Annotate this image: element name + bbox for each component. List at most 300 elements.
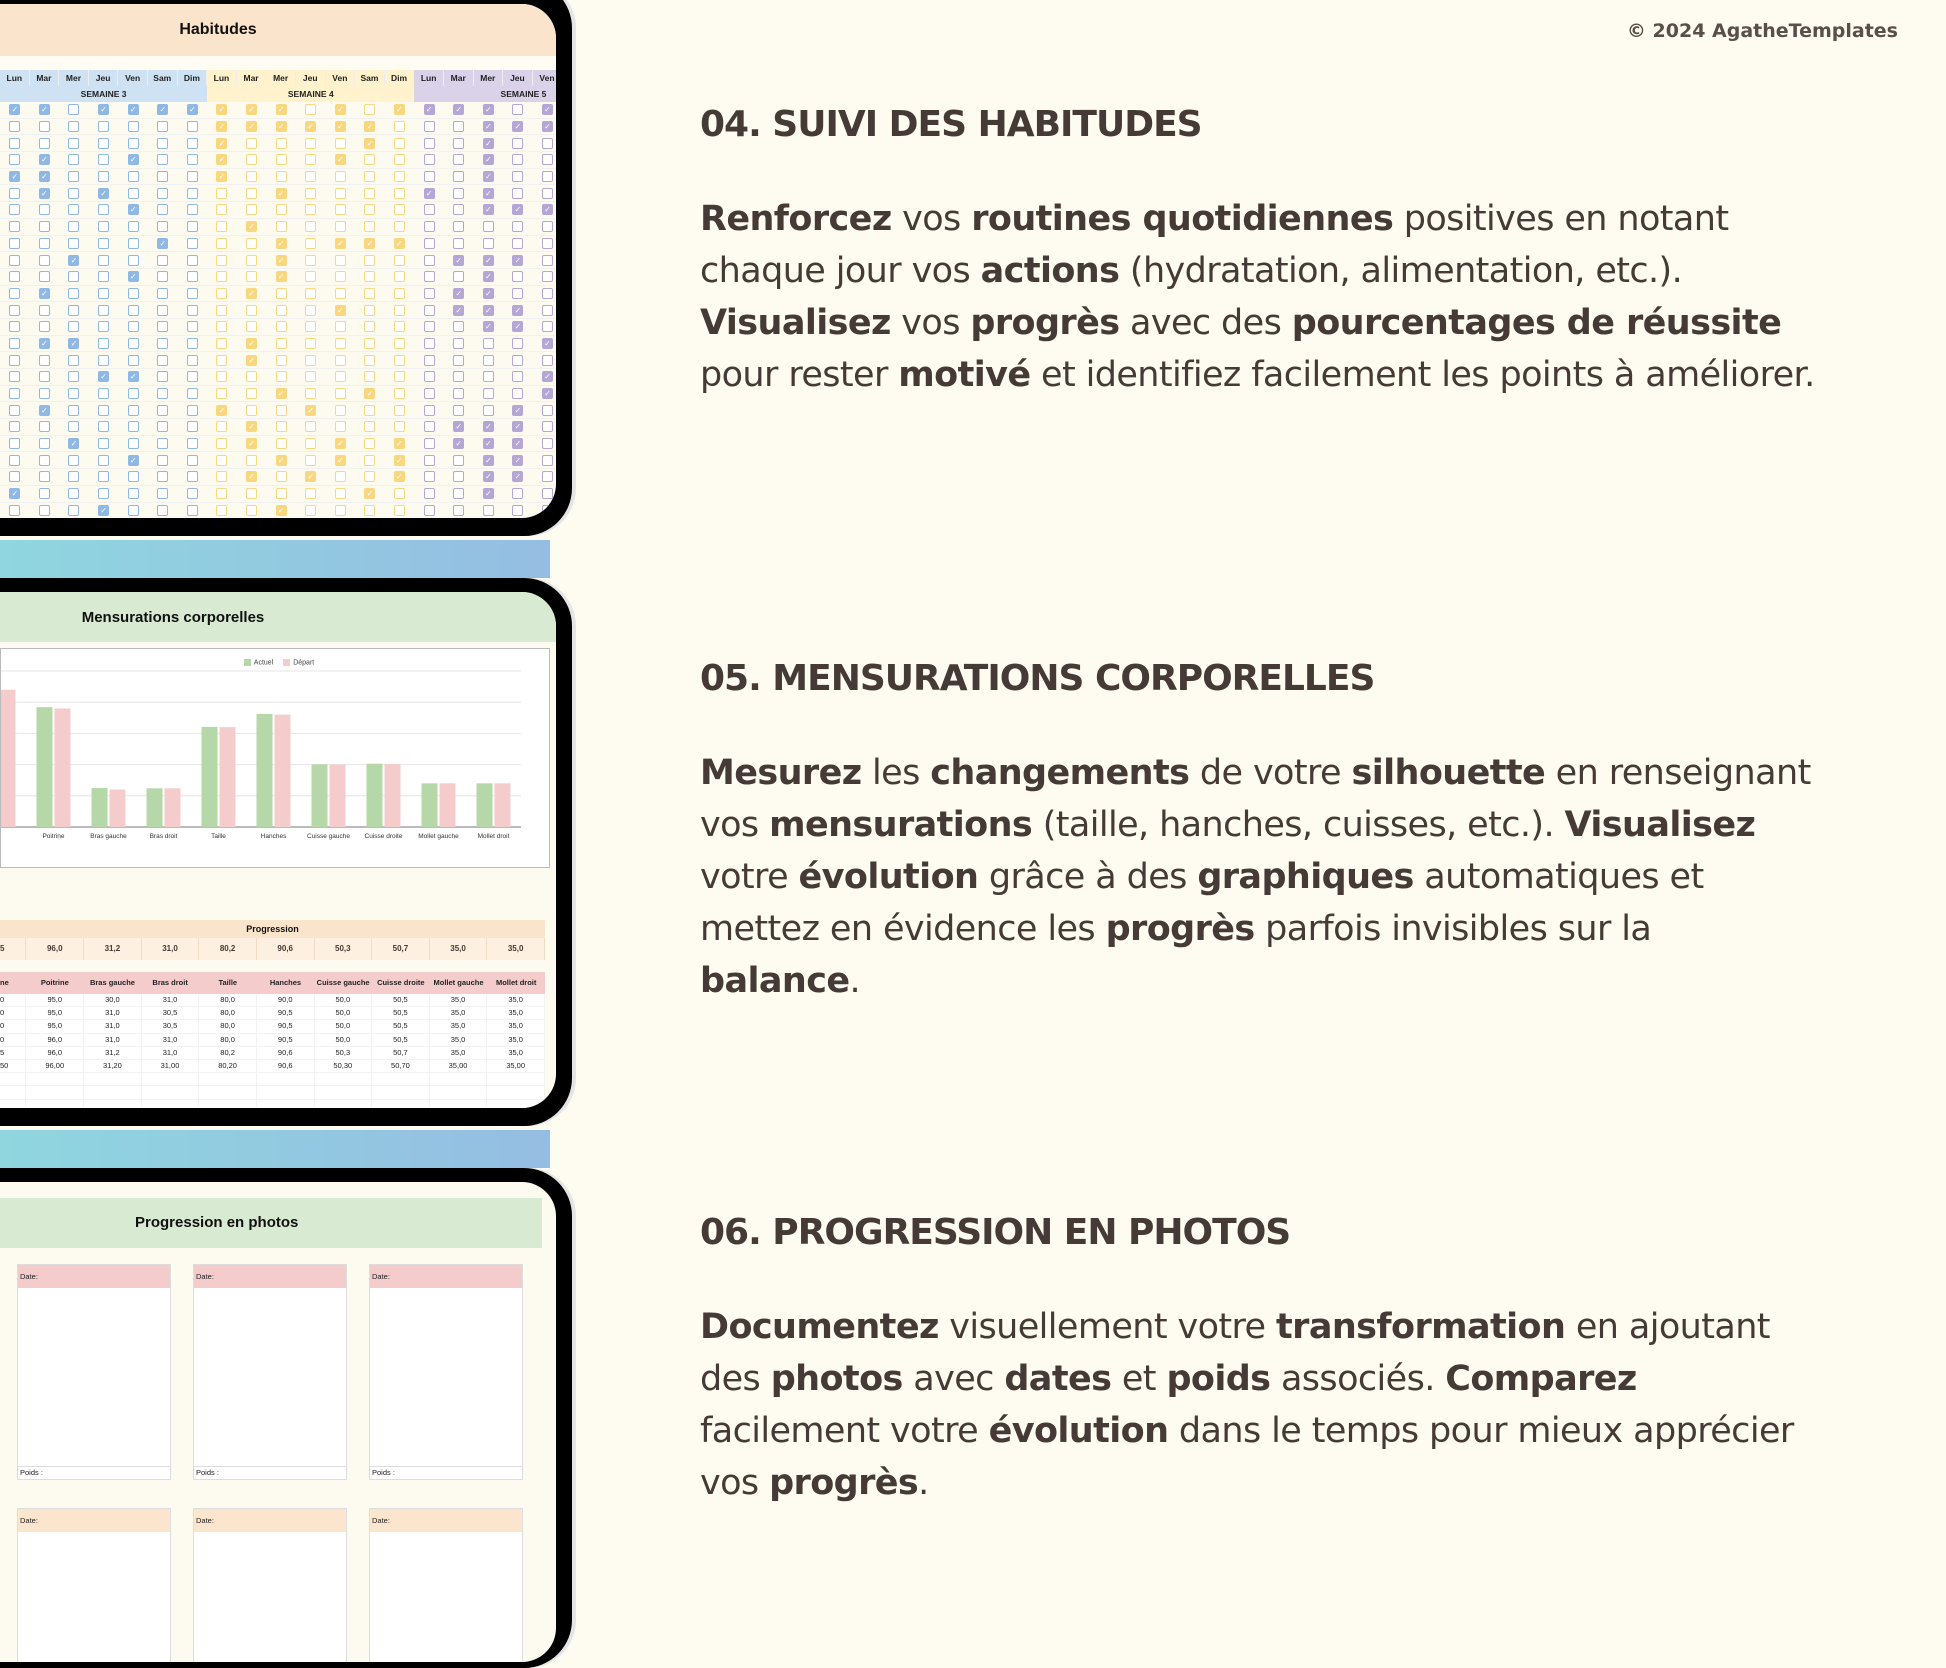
habit-checkbox[interactable] — [178, 486, 208, 502]
habit-checkbox[interactable] — [355, 219, 385, 235]
habit-checkbox[interactable] — [0, 219, 30, 235]
habit-checkbox[interactable] — [207, 219, 237, 235]
table-cell[interactable]: 50,3 — [315, 1047, 373, 1059]
habit-checkbox[interactable] — [178, 202, 208, 218]
habit-checkbox[interactable] — [0, 386, 30, 402]
table-cell[interactable]: 80,0 — [199, 1020, 257, 1032]
table-cell[interactable]: 30,5 — [142, 1020, 200, 1032]
habit-checkbox[interactable] — [414, 286, 444, 302]
habit-checkbox[interactable] — [533, 452, 556, 468]
habit-checkbox[interactable] — [414, 469, 444, 485]
habit-checkbox[interactable] — [503, 352, 533, 368]
habit-checkbox[interactable] — [59, 102, 89, 118]
habit-checkbox[interactable] — [326, 503, 356, 519]
habit-checkbox[interactable] — [207, 469, 237, 485]
habit-checkbox[interactable] — [89, 135, 119, 151]
habit-checkbox[interactable] — [148, 469, 178, 485]
table-cell[interactable]: 50 — [0, 1060, 26, 1072]
habit-checkbox[interactable] — [355, 236, 385, 252]
habit-checkbox[interactable] — [296, 152, 326, 168]
habit-checkbox[interactable] — [89, 286, 119, 302]
habit-checkbox[interactable] — [118, 102, 148, 118]
habit-checkbox[interactable] — [207, 402, 237, 418]
habit-checkbox[interactable] — [444, 486, 474, 502]
habit-checkbox[interactable] — [385, 286, 415, 302]
habit-checkbox[interactable] — [474, 386, 504, 402]
table-cell[interactable]: 90,0 — [257, 994, 315, 1006]
habit-checkbox[interactable] — [266, 219, 296, 235]
habit-checkbox[interactable] — [444, 352, 474, 368]
habit-checkbox[interactable] — [355, 185, 385, 201]
habit-checkbox[interactable] — [296, 219, 326, 235]
table-cell[interactable] — [26, 1086, 84, 1098]
habit-checkbox[interactable] — [444, 269, 474, 285]
habit-checkbox[interactable] — [474, 402, 504, 418]
habit-checkbox[interactable] — [148, 486, 178, 502]
table-cell[interactable]: 31,20 — [84, 1060, 142, 1072]
habit-checkbox[interactable] — [59, 336, 89, 352]
habit-checkbox[interactable] — [503, 152, 533, 168]
habit-checkbox[interactable] — [444, 185, 474, 201]
habit-checkbox[interactable] — [178, 286, 208, 302]
habit-checkbox[interactable] — [30, 269, 60, 285]
photo-weight-field[interactable]: Poids : — [194, 1466, 346, 1479]
habit-checkbox[interactable] — [355, 352, 385, 368]
habit-checkbox[interactable] — [414, 236, 444, 252]
habit-checkbox[interactable] — [444, 336, 474, 352]
habit-checkbox[interactable] — [296, 286, 326, 302]
habit-checkbox[interactable] — [474, 319, 504, 335]
habit-checkbox[interactable] — [266, 436, 296, 452]
habit-checkbox[interactable] — [326, 319, 356, 335]
habit-checkbox[interactable] — [89, 269, 119, 285]
habit-checkbox[interactable] — [296, 169, 326, 185]
habit-checkbox[interactable] — [237, 286, 267, 302]
habit-checkbox[interactable] — [414, 402, 444, 418]
habit-checkbox[interactable] — [237, 219, 267, 235]
habit-checkbox[interactable] — [30, 302, 60, 318]
table-cell[interactable]: 35,0 — [487, 1047, 545, 1059]
table-cell[interactable] — [199, 1073, 257, 1085]
habit-checkbox[interactable] — [0, 185, 30, 201]
habit-checkbox[interactable] — [474, 252, 504, 268]
habit-checkbox[interactable] — [118, 386, 148, 402]
habit-checkbox[interactable] — [355, 135, 385, 151]
table-cell[interactable] — [84, 1100, 142, 1109]
habit-checkbox[interactable] — [266, 369, 296, 385]
habit-checkbox[interactable] — [178, 386, 208, 402]
habit-checkbox[interactable] — [503, 202, 533, 218]
habit-checkbox[interactable] — [474, 452, 504, 468]
table-cell[interactable]: 35,0 — [430, 1007, 488, 1019]
habit-checkbox[interactable] — [355, 269, 385, 285]
habit-checkbox[interactable] — [237, 419, 267, 435]
photo-card[interactable] — [17, 1264, 171, 1480]
habit-checkbox[interactable] — [148, 452, 178, 468]
habit-checkbox[interactable] — [414, 135, 444, 151]
habit-checkbox[interactable] — [503, 402, 533, 418]
habit-checkbox[interactable] — [89, 469, 119, 485]
habit-checkbox[interactable] — [148, 119, 178, 135]
habit-checkbox[interactable] — [474, 135, 504, 151]
habit-checkbox[interactable] — [266, 352, 296, 368]
habit-checkbox[interactable] — [148, 419, 178, 435]
habit-checkbox[interactable] — [89, 436, 119, 452]
habit-checkbox[interactable] — [30, 169, 60, 185]
habit-checkbox[interactable] — [59, 202, 89, 218]
habit-checkbox[interactable] — [355, 119, 385, 135]
habit-checkbox[interactable] — [266, 169, 296, 185]
habit-checkbox[interactable] — [30, 152, 60, 168]
habit-checkbox[interactable] — [326, 469, 356, 485]
table-cell[interactable]: 50,0 — [315, 1007, 373, 1019]
habit-checkbox[interactable] — [89, 369, 119, 385]
habit-checkbox[interactable] — [355, 252, 385, 268]
habit-checkbox[interactable] — [385, 302, 415, 318]
empty-table-row[interactable] — [0, 1073, 545, 1086]
photo-card[interactable] — [193, 1264, 347, 1480]
table-cell[interactable]: 31,0 — [142, 994, 200, 1006]
habit-checkbox[interactable] — [414, 219, 444, 235]
table-cell[interactable] — [0, 1086, 26, 1098]
habit-checkbox[interactable] — [237, 486, 267, 502]
habit-checkbox[interactable] — [533, 419, 556, 435]
habit-checkbox[interactable] — [296, 302, 326, 318]
habit-checkbox[interactable] — [30, 185, 60, 201]
table-cell[interactable] — [315, 1073, 373, 1085]
habit-checkbox[interactable] — [89, 419, 119, 435]
habit-checkbox[interactable] — [89, 352, 119, 368]
habit-checkbox[interactable] — [266, 402, 296, 418]
table-cell[interactable]: 31,0 — [142, 1047, 200, 1059]
table-cell[interactable] — [257, 1100, 315, 1109]
habit-checkbox[interactable] — [296, 319, 326, 335]
habit-checkbox[interactable] — [474, 102, 504, 118]
habit-checkbox[interactable] — [207, 185, 237, 201]
habit-checkbox[interactable] — [503, 302, 533, 318]
table-cell[interactable] — [315, 1086, 373, 1098]
table-cell[interactable] — [430, 1073, 488, 1085]
habit-checkbox[interactable] — [533, 269, 556, 285]
habit-checkbox[interactable] — [148, 269, 178, 285]
habit-checkbox[interactable] — [59, 269, 89, 285]
habit-checkbox[interactable] — [414, 152, 444, 168]
habit-checkbox[interactable] — [444, 319, 474, 335]
table-cell[interactable] — [487, 1100, 545, 1109]
habit-checkbox[interactable] — [474, 352, 504, 368]
habit-checkbox[interactable] — [237, 436, 267, 452]
habit-checkbox[interactable] — [326, 402, 356, 418]
habit-checkbox[interactable] — [385, 135, 415, 151]
habit-checkbox[interactable] — [207, 386, 237, 402]
habit-checkbox[interactable] — [0, 102, 30, 118]
habit-checkbox[interactable] — [296, 252, 326, 268]
habit-checkbox[interactable] — [326, 135, 356, 151]
habit-checkbox[interactable] — [207, 419, 237, 435]
table-cell[interactable] — [315, 1100, 373, 1109]
habit-checkbox[interactable] — [414, 452, 444, 468]
habit-checkbox[interactable] — [207, 352, 237, 368]
habit-checkbox[interactable] — [414, 486, 444, 502]
habit-checkbox[interactable] — [89, 486, 119, 502]
habit-checkbox[interactable] — [444, 452, 474, 468]
habit-checkbox[interactable] — [355, 302, 385, 318]
habit-checkbox[interactable] — [474, 469, 504, 485]
table-cell[interactable]: 50,70 — [372, 1060, 430, 1072]
habit-checkbox[interactable] — [207, 119, 237, 135]
habit-checkbox[interactable] — [355, 336, 385, 352]
habit-checkbox[interactable] — [59, 152, 89, 168]
habit-checkbox[interactable] — [237, 503, 267, 519]
habit-checkbox[interactable] — [355, 503, 385, 519]
habit-checkbox[interactable] — [326, 302, 356, 318]
habit-checkbox[interactable] — [503, 119, 533, 135]
habit-checkbox[interactable] — [444, 219, 474, 235]
habit-checkbox[interactable] — [0, 419, 30, 435]
habit-checkbox[interactable] — [355, 152, 385, 168]
habit-checkbox[interactable] — [266, 286, 296, 302]
habit-checkbox[interactable] — [474, 419, 504, 435]
habit-checkbox[interactable] — [385, 419, 415, 435]
table-cell[interactable]: 50,7 — [372, 1047, 430, 1059]
habit-checkbox[interactable] — [444, 469, 474, 485]
habit-checkbox[interactable] — [355, 469, 385, 485]
habit-checkbox[interactable] — [207, 319, 237, 335]
habit-checkbox[interactable] — [118, 302, 148, 318]
habit-checkbox[interactable] — [266, 503, 296, 519]
habit-checkbox[interactable] — [237, 302, 267, 318]
habit-checkbox[interactable] — [59, 319, 89, 335]
habit-checkbox[interactable] — [326, 152, 356, 168]
habit-checkbox[interactable] — [326, 286, 356, 302]
habit-checkbox[interactable] — [444, 202, 474, 218]
table-cell[interactable]: 35,0 — [430, 1020, 488, 1032]
habit-checkbox[interactable] — [207, 269, 237, 285]
habit-checkbox[interactable] — [118, 369, 148, 385]
habit-checkbox[interactable] — [178, 119, 208, 135]
habit-checkbox[interactable] — [266, 135, 296, 151]
habit-checkbox[interactable] — [266, 469, 296, 485]
habit-checkbox[interactable] — [533, 436, 556, 452]
table-cell[interactable]: 96,0 — [26, 1034, 84, 1046]
habit-checkbox[interactable] — [503, 336, 533, 352]
table-cell[interactable] — [84, 1086, 142, 1098]
habit-checkbox[interactable] — [266, 152, 296, 168]
habit-checkbox[interactable] — [0, 269, 30, 285]
habit-checkbox[interactable] — [148, 436, 178, 452]
habit-checkbox[interactable] — [59, 169, 89, 185]
table-cell[interactable]: 30,5 — [142, 1007, 200, 1019]
habit-checkbox[interactable] — [326, 369, 356, 385]
habit-checkbox[interactable] — [237, 319, 267, 335]
table-cell[interactable]: 35,0 — [487, 1034, 545, 1046]
habit-checkbox[interactable] — [0, 135, 30, 151]
table-cell[interactable] — [372, 1086, 430, 1098]
habit-checkbox[interactable] — [89, 503, 119, 519]
habit-checkbox[interactable] — [178, 252, 208, 268]
habit-checkbox[interactable] — [30, 369, 60, 385]
habit-checkbox[interactable] — [414, 302, 444, 318]
habit-checkbox[interactable] — [59, 252, 89, 268]
habit-checkbox[interactable] — [296, 135, 326, 151]
habit-checkbox[interactable] — [503, 269, 533, 285]
habit-checkbox[interactable] — [414, 336, 444, 352]
habit-checkbox[interactable] — [118, 336, 148, 352]
habit-checkbox[interactable] — [503, 252, 533, 268]
habit-checkbox[interactable] — [326, 102, 356, 118]
habit-checkbox[interactable] — [296, 386, 326, 402]
habit-checkbox[interactable] — [326, 252, 356, 268]
habit-checkbox[interactable] — [59, 219, 89, 235]
table-cell[interactable] — [142, 1086, 200, 1098]
habit-checkbox[interactable] — [296, 486, 326, 502]
habit-checkbox[interactable] — [89, 319, 119, 335]
habit-checkbox[interactable] — [237, 135, 267, 151]
habit-checkbox[interactable] — [385, 503, 415, 519]
habit-checkbox[interactable] — [444, 386, 474, 402]
habit-checkbox[interactable] — [178, 469, 208, 485]
table-cell[interactable]: 90,5 — [257, 1034, 315, 1046]
table-cell[interactable]: 90,5 — [257, 1020, 315, 1032]
habit-checkbox[interactable] — [326, 169, 356, 185]
habit-checkbox[interactable] — [414, 369, 444, 385]
habit-checkbox[interactable] — [385, 152, 415, 168]
habit-checkbox[interactable] — [266, 302, 296, 318]
table-cell[interactable]: 96,00 — [26, 1060, 84, 1072]
habit-checkbox[interactable] — [118, 352, 148, 368]
table-cell[interactable]: 95,0 — [26, 994, 84, 1006]
habit-checkbox[interactable] — [385, 269, 415, 285]
habit-checkbox[interactable] — [503, 135, 533, 151]
habit-checkbox[interactable] — [296, 503, 326, 519]
habit-checkbox[interactable] — [148, 135, 178, 151]
habit-checkbox[interactable] — [533, 152, 556, 168]
habit-checkbox[interactable] — [533, 202, 556, 218]
habit-checkbox[interactable] — [296, 402, 326, 418]
habit-checkbox[interactable] — [207, 486, 237, 502]
empty-table-row[interactable] — [0, 1100, 545, 1109]
habit-checkbox[interactable] — [89, 202, 119, 218]
habit-checkbox[interactable] — [503, 469, 533, 485]
habit-checkbox[interactable] — [533, 102, 556, 118]
habit-checkbox[interactable] — [118, 135, 148, 151]
habit-checkbox[interactable] — [0, 369, 30, 385]
habit-checkbox[interactable] — [444, 286, 474, 302]
habit-checkbox[interactable] — [30, 419, 60, 435]
habit-checkbox[interactable] — [444, 119, 474, 135]
habit-checkbox[interactable] — [148, 202, 178, 218]
table-cell[interactable] — [199, 1086, 257, 1098]
habit-checkbox[interactable] — [148, 352, 178, 368]
habit-checkbox[interactable] — [326, 202, 356, 218]
table-cell[interactable]: 35,0 — [487, 994, 545, 1006]
table-cell[interactable]: 90,5 — [257, 1007, 315, 1019]
habit-checkbox[interactable] — [118, 185, 148, 201]
habit-checkbox[interactable] — [30, 402, 60, 418]
habit-checkbox[interactable] — [444, 102, 474, 118]
habit-checkbox[interactable] — [414, 386, 444, 402]
habit-checkbox[interactable] — [237, 102, 267, 118]
habit-checkbox[interactable] — [237, 236, 267, 252]
habit-checkbox[interactable] — [30, 503, 60, 519]
table-cell[interactable] — [257, 1086, 315, 1098]
habit-checkbox[interactable] — [59, 452, 89, 468]
habit-checkbox[interactable] — [533, 319, 556, 335]
habit-checkbox[interactable] — [148, 152, 178, 168]
habit-checkbox[interactable] — [385, 119, 415, 135]
habit-checkbox[interactable] — [355, 102, 385, 118]
habit-checkbox[interactable] — [59, 185, 89, 201]
table-cell[interactable]: 0 — [0, 1020, 26, 1032]
habit-checkbox[interactable] — [30, 452, 60, 468]
habit-checkbox[interactable] — [0, 319, 30, 335]
habit-checkbox[interactable] — [266, 119, 296, 135]
habit-checkbox[interactable] — [178, 219, 208, 235]
habit-checkbox[interactable] — [503, 236, 533, 252]
habit-checkbox[interactable] — [266, 319, 296, 335]
habit-checkbox[interactable] — [474, 286, 504, 302]
habit-checkbox[interactable] — [207, 169, 237, 185]
habit-checkbox[interactable] — [89, 452, 119, 468]
habit-checkbox[interactable] — [0, 302, 30, 318]
habit-checkbox[interactable] — [533, 386, 556, 402]
table-cell[interactable]: 31,0 — [84, 1007, 142, 1019]
habit-checkbox[interactable] — [89, 119, 119, 135]
habit-checkbox[interactable] — [326, 436, 356, 452]
habit-checkbox[interactable] — [178, 169, 208, 185]
habit-checkbox[interactable] — [207, 302, 237, 318]
habit-checkbox[interactable] — [296, 202, 326, 218]
table-cell[interactable]: 80,0 — [199, 1034, 257, 1046]
habit-checkbox[interactable] — [355, 202, 385, 218]
table-cell[interactable] — [430, 1086, 488, 1098]
habit-checkbox[interactable] — [474, 503, 504, 519]
habit-checkbox[interactable] — [118, 236, 148, 252]
habit-checkbox[interactable] — [326, 386, 356, 402]
habit-checkbox[interactable] — [296, 185, 326, 201]
table-cell[interactable] — [372, 1073, 430, 1085]
habit-checkbox[interactable] — [503, 369, 533, 385]
habit-checkbox[interactable] — [355, 169, 385, 185]
habit-checkbox[interactable] — [237, 169, 267, 185]
habit-checkbox[interactable] — [266, 252, 296, 268]
habit-checkbox[interactable] — [533, 369, 556, 385]
photo-card[interactable] — [369, 1508, 523, 1662]
habit-checkbox[interactable] — [474, 202, 504, 218]
habit-checkbox[interactable] — [148, 402, 178, 418]
table-cell[interactable]: 95,0 — [26, 1020, 84, 1032]
habit-checkbox[interactable] — [533, 352, 556, 368]
habit-checkbox[interactable] — [237, 386, 267, 402]
habit-checkbox[interactable] — [266, 269, 296, 285]
habit-checkbox[interactable] — [148, 386, 178, 402]
habit-checkbox[interactable] — [533, 286, 556, 302]
habit-checkbox[interactable] — [59, 286, 89, 302]
habit-checkbox[interactable] — [533, 119, 556, 135]
habit-checkbox[interactable] — [355, 419, 385, 435]
habit-checkbox[interactable] — [326, 352, 356, 368]
habit-checkbox[interactable] — [0, 119, 30, 135]
habit-checkbox[interactable] — [533, 169, 556, 185]
table-cell[interactable]: 50,0 — [315, 994, 373, 1006]
photo-date-field[interactable]: Date: — [194, 1509, 346, 1532]
habit-checkbox[interactable] — [385, 202, 415, 218]
habit-checkbox[interactable] — [326, 119, 356, 135]
habit-checkbox[interactable] — [355, 286, 385, 302]
habit-checkbox[interactable] — [178, 402, 208, 418]
habit-checkbox[interactable] — [30, 135, 60, 151]
habit-checkbox[interactable] — [444, 402, 474, 418]
